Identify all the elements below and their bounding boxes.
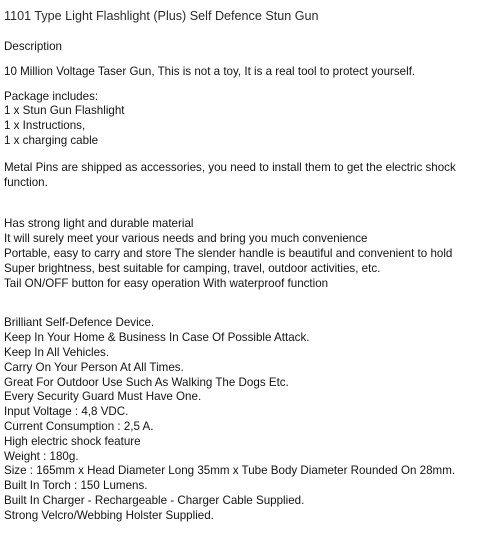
feature-line: Portable, easy to carry and store The slender handle is beautiful and convenient to hold — [4, 246, 453, 260]
spec-line: Built In Charger - Rechargeable - Charger Cable Supplied. — [4, 493, 305, 507]
feature-line: Super brightness, best suitable for camping, travel, outdoor activities, etc. — [4, 261, 381, 275]
package-item: 1 x Instructions, — [4, 119, 86, 133]
feature-line: Tail ON/OFF button for easy operation With waterproof function — [4, 276, 329, 290]
product-title: 1101 Type Light Flashlight (Plus) Self Defence Stun Gun — [4, 9, 319, 23]
spec-line: Brilliant Self-Defence Device. — [4, 316, 155, 330]
spec-line: High electric shock feature — [4, 434, 141, 448]
note-section — [4, 161, 496, 191]
feature-line: It will surely meet your various needs and bring you much convenience — [4, 232, 368, 246]
description-heading: Description — [4, 40, 62, 53]
spec-line: Great For Outdoor Use Such As Walking The Dogs Etc. — [4, 375, 289, 389]
specs-section — [4, 316, 496, 523]
spec-line: Current Consumption : 2,5 A. — [4, 419, 154, 433]
spec-line: Keep In Your Home & Business In Case Of Possible Attack. — [4, 331, 310, 345]
spec-line: Carry On Your Person At All Times. — [4, 360, 184, 374]
package-heading: Package includes: — [4, 89, 99, 103]
package-item: 1 x charging cable — [4, 133, 99, 147]
intro-section — [4, 65, 496, 80]
intro-text: 10 Million Voltage Taser Gun, This is not a toy, It is a real tool to protect yourself. — [4, 64, 416, 78]
spec-line: Weight : 180g. — [4, 449, 79, 463]
spec-line: Built In Torch : 150 Lumens. — [4, 479, 148, 493]
spec-line: Size : 165mm x Head Diameter Long 35mm x Tube Body Diameter Rounded On 28mm. — [4, 464, 456, 478]
package-section — [4, 90, 496, 149]
features-section — [4, 217, 496, 291]
spec-line: Every Security Guard Must Have One. — [4, 390, 202, 404]
spec-line: Strong Velcro/Webbing Holster Supplied. — [4, 508, 214, 522]
feature-line: Has strong light and durable material — [4, 217, 194, 231]
package-item: 1 x Stun Gun Flashlight — [4, 104, 125, 118]
install-note: Metal Pins are shipped as accessories, you need to install them to get the electric shock function. — [4, 160, 456, 189]
description-section — [4, 40, 496, 55]
spec-line: Input Voltage : 4,8 VDC. — [4, 405, 129, 419]
spec-line: Keep In All Vehicles. — [4, 345, 110, 359]
